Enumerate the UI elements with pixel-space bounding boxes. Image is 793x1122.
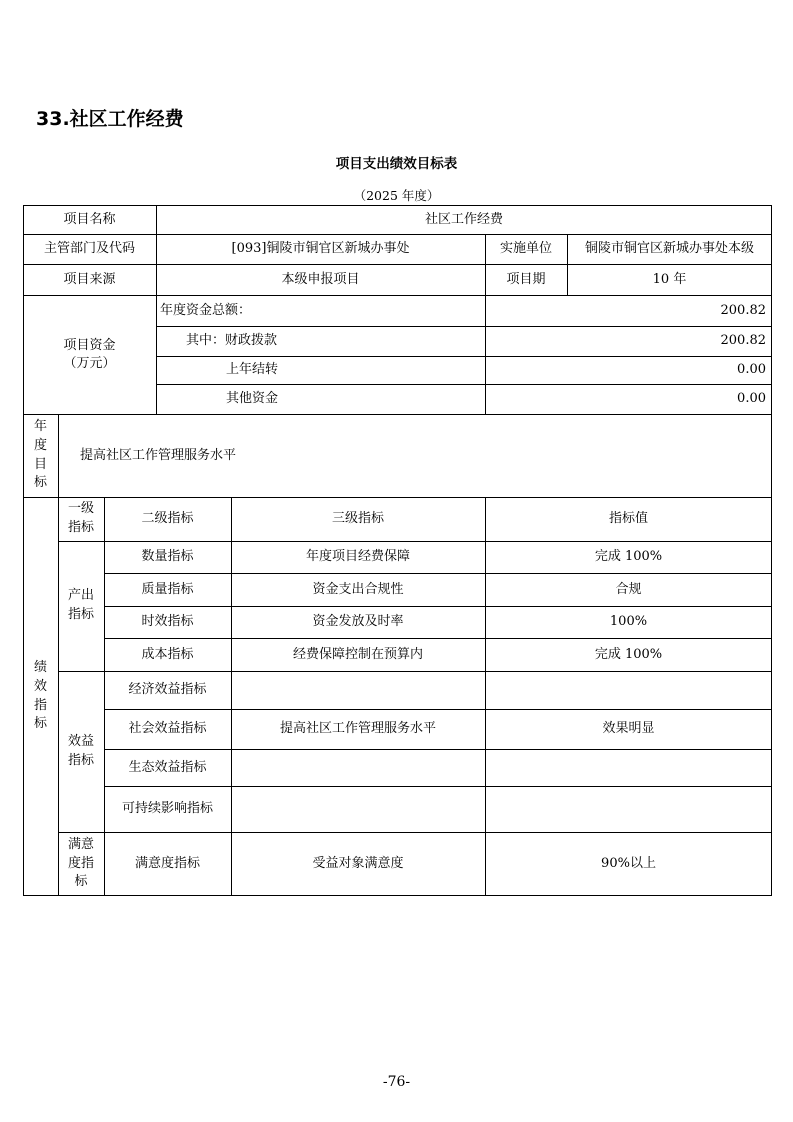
header-level2: 二级指标	[141, 511, 194, 527]
header-level1: 一级 指标	[67, 501, 94, 535]
project-name-label: 项目名称	[63, 211, 116, 227]
funds-label-line2: （万元）	[63, 355, 116, 371]
table-row-level3: 经费保障控制在预算内	[292, 646, 423, 662]
table-row-level2: 时效指标	[141, 614, 194, 630]
period-value: 10 年	[652, 271, 687, 287]
table-row-value: 完成 100%	[594, 549, 663, 565]
funds-fiscal-label: 其中：财政拨款	[186, 333, 278, 349]
table-row-level3: 年度项目经费保障	[305, 549, 410, 565]
annual-goal-text: 提高社区工作管理服务水平	[80, 447, 237, 463]
table-row-value: 90%以上	[601, 856, 656, 872]
funds-label	[23, 295, 156, 414]
table-row-level2: 生态效益指标	[128, 759, 207, 775]
funds-carryover-value: 0.00	[737, 362, 766, 378]
table-row-level3: 提高社区工作管理服务水平	[279, 721, 436, 737]
period-label: 项目期	[506, 271, 546, 287]
fiscal-year: （2025 年度）	[353, 188, 440, 203]
section-heading: 33.社区工作经费	[36, 108, 184, 130]
table-row-value: 完成 100%	[594, 646, 663, 662]
table-row-level2: 数量指标	[141, 549, 194, 565]
table-row-value: 100%	[609, 614, 648, 630]
table-row-level2: 经济效益指标	[128, 682, 207, 698]
table-row-level3: 资金支出合规性	[312, 581, 404, 597]
table-row-level3	[231, 786, 485, 832]
table-row-level3: 资金发放及时率	[312, 614, 404, 630]
table-row-level2: 成本指标	[141, 646, 194, 662]
table-row-level2: 满意度指标	[134, 856, 200, 872]
output-indicators-label: 产出 指标	[67, 588, 94, 622]
annual-goal-label: 年 度 目 标	[33, 418, 47, 491]
source-label: 项目来源	[63, 271, 116, 287]
funds-label-line1: 项目资金	[63, 337, 116, 353]
source-value: 本级申报项目	[281, 271, 360, 287]
perf-indicators-label: 绩 效 指 标	[33, 659, 47, 732]
table-row-value	[485, 786, 772, 832]
table-row-value: 合规	[615, 581, 642, 597]
funds-other-value: 0.00	[737, 391, 766, 407]
impl-unit-value: 铜陵市铜官区新城办事处本级	[584, 241, 754, 257]
department-label: 主管部门及代码	[43, 241, 135, 257]
table-row-value	[485, 671, 772, 709]
funds-other-label: 其他资金	[226, 391, 279, 407]
funds-carryover-label: 上年结转	[226, 362, 279, 378]
table-title: 项目支出绩效目标表	[335, 156, 458, 172]
department-value: [093]铜陵市铜官区新城办事处	[231, 241, 410, 257]
impl-unit-label: 实施单位	[499, 241, 552, 257]
table-row-level3	[231, 749, 485, 786]
header-level3: 三级指标	[331, 511, 384, 527]
project-name-value: 社区工作经费	[424, 211, 503, 227]
benefit-indicators-label: 效益 指标	[67, 733, 94, 768]
page-number: -76-	[382, 1074, 411, 1090]
satisfaction-indicators-label: 满意 度指 标	[67, 836, 94, 890]
table-row-value	[485, 749, 772, 786]
table-row-level2: 质量指标	[141, 581, 194, 597]
table-row-level3	[231, 671, 485, 709]
header-value: 指标值	[608, 511, 648, 527]
table-row-level2: 可持续影响指标	[121, 801, 213, 817]
funds-total-value: 200.82	[720, 302, 766, 318]
funds-fiscal-value: 200.82	[720, 333, 766, 349]
funds-total-label: 年度资金总额：	[160, 302, 252, 318]
table-row-level3: 受益对象满意度	[312, 856, 404, 872]
table-row-level2: 社会效益指标	[128, 721, 207, 737]
table-row-value: 效果明显	[602, 721, 655, 737]
